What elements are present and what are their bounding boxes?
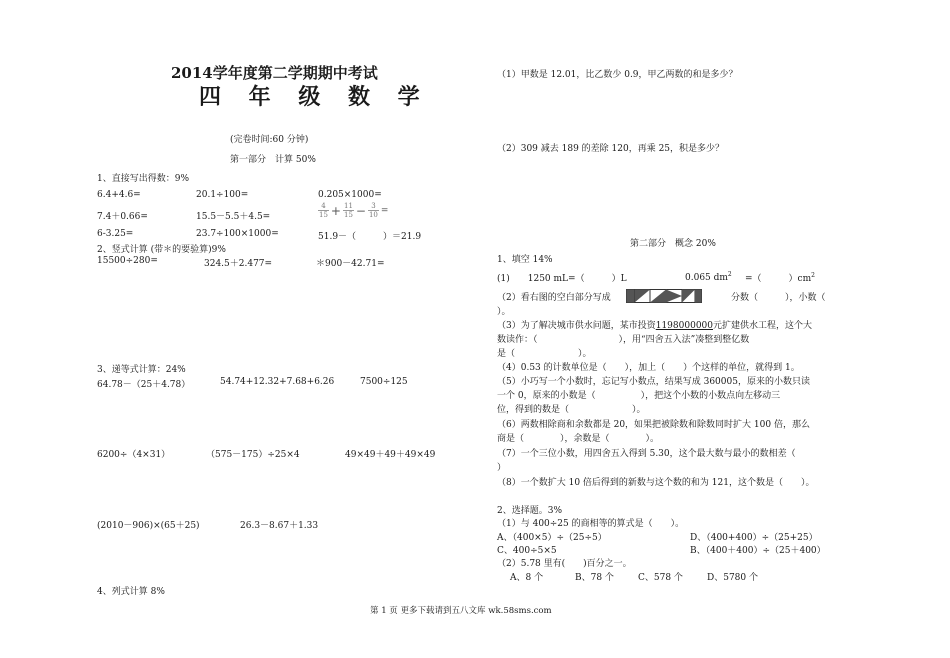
calc-item: 15.5－5.5＋4.5= (196, 212, 271, 222)
choice-heading: 2、选择题。3% (497, 506, 563, 516)
fill-item: 数读作：（ ），用“四舍五入法”凑整到整亿数 (497, 335, 750, 345)
section2-heading: 2、竖式计算 (带＊的要验算)9% (97, 245, 226, 255)
choice-option: C、578 个 (638, 573, 683, 583)
fraction-strip-figure (626, 288, 702, 307)
part1-heading: 第一部分 计算 50% (230, 155, 316, 165)
choice-option: A、（400×5）÷（25÷5） (497, 533, 607, 543)
vertical-calc-item: ＊900－42.71= (316, 259, 385, 269)
exam-subtitle: 四 年 级 数 学 (199, 84, 430, 110)
fill-item: 是（ ）。 (497, 349, 592, 359)
exam-title: 2014学年度第二学期期中考试 (171, 64, 378, 82)
fill-item: ） (497, 463, 507, 473)
fill-item: (1) 1250 mL=（ ）L (497, 274, 627, 284)
fill-item: （4）0.53 的计数单位是（ ），加上（ ）个这样的单位，就得到 1。 (497, 363, 800, 373)
page-footer: 第 1 页 更多下载请到五八文库 wk.58sms.com (370, 606, 552, 616)
fill-item: 位，得到的数是（ ）。 (497, 405, 646, 415)
fill-item: ）。 (497, 307, 511, 317)
step-calc-item: （575－175）÷25×4 (206, 450, 300, 460)
step-calc-item: 54.74+12.32+7.68+6.26 (220, 377, 335, 387)
fill-item: （5）小巧写一个小数时，忘记写小数点，结果写成 360005，原来的小数只读 (497, 377, 810, 387)
choice-question: （1）与 400÷25 的商相等的算式是（ ）。 (497, 519, 685, 529)
fill-item: 一个 0，原来的小数是（ ），把这个小数的小数点向左移动三 (497, 391, 781, 401)
fill-heading: 1、填空 14% (497, 255, 553, 265)
choice-option: D、5780 个 (707, 573, 758, 583)
word-problem: （2）309 减去 189 的差除 120，再乘 25，积是多少？ (497, 144, 725, 154)
section3-heading: 3、递等式计算：24% (97, 365, 186, 375)
calc-item: 6-3.25= (97, 229, 134, 239)
fill-item: （3）为了解决城市供水问题，某市投资1198000000元扩建供水工程，这个大 (497, 321, 813, 331)
choice-option: B、78 个 (575, 573, 614, 583)
vertical-calc-item: 15500÷280= (97, 256, 158, 266)
choice-option: B、（400＋400）÷（25＋400） (690, 546, 826, 556)
exam-time: (完卷时间:60 分钟) (230, 135, 309, 145)
fill-item: =（ ）$cm^2$ (745, 272, 815, 284)
calc-item: 23.7÷100×1000= (196, 229, 279, 239)
calc-item: 6.4+4.6= (97, 190, 141, 200)
step-calc-item: 26.3－8.67＋1.33 (240, 521, 319, 531)
step-calc-item: 7500÷125 (360, 377, 408, 387)
section4-heading: 4、列式计算 8% (97, 587, 165, 597)
fill-item: （2）看右图的空白部分写成 (497, 293, 611, 303)
step-calc-item: 64.78－（25＋4.78） (97, 380, 191, 390)
step-calc-item: (2010－906)×(65＋25) (97, 521, 200, 531)
fill-item: （6）两数相除商和余数都是 20，如果把被除数和除数同时扩大 100 倍，那么 (497, 420, 810, 430)
choice-question: （2）5.78 里有( )百分之一。 (497, 559, 632, 569)
calc-item: 0.205×1000= (318, 190, 382, 200)
fill-item: 0.065 $dm^2$ (685, 271, 732, 283)
fill-item: （7）一个三位小数，用四舍五入得到 5.30，这个最大数与最小的数相差（ (497, 449, 796, 459)
fill-item: 分数（ ），小数（ (731, 293, 826, 303)
part2-heading: 第二部分 概念 20% (630, 239, 716, 249)
calc-item: 7.4＋0.66= (97, 212, 148, 222)
section1-heading: 1、直接写出得数：9% (97, 174, 190, 184)
choice-option: C、400÷5×5 (497, 546, 557, 556)
word-problem: （1）甲数是 12.01，比乙数少 0.9，甲乙两数的和是多少？ (497, 70, 738, 80)
calc-item: 51.9－（ ）＝21.9 (318, 232, 422, 242)
step-calc-item: 49×49＋49＋49×49 (345, 450, 436, 460)
choice-option: A、8 个 (510, 573, 544, 583)
fill-item: （8）一个数扩大 10 倍后得到的新数与这个数的和为 121，这个数是（ ）。 (497, 478, 815, 488)
choice-option: D、（400+400）÷（25+25） (690, 533, 818, 543)
step-calc-item: 6200÷（4×31） (97, 450, 171, 460)
fraction-expression: $\frac{4}{15}$ + $\frac{11}{15}$ − $\frac{3}{10}$ = (319, 202, 389, 219)
vertical-calc-item: 324.5＋2.477= (204, 259, 273, 269)
fill-item: 商是（ ），余数是（ ）。 (497, 434, 660, 444)
calc-item: 20.1÷100= (196, 190, 249, 200)
